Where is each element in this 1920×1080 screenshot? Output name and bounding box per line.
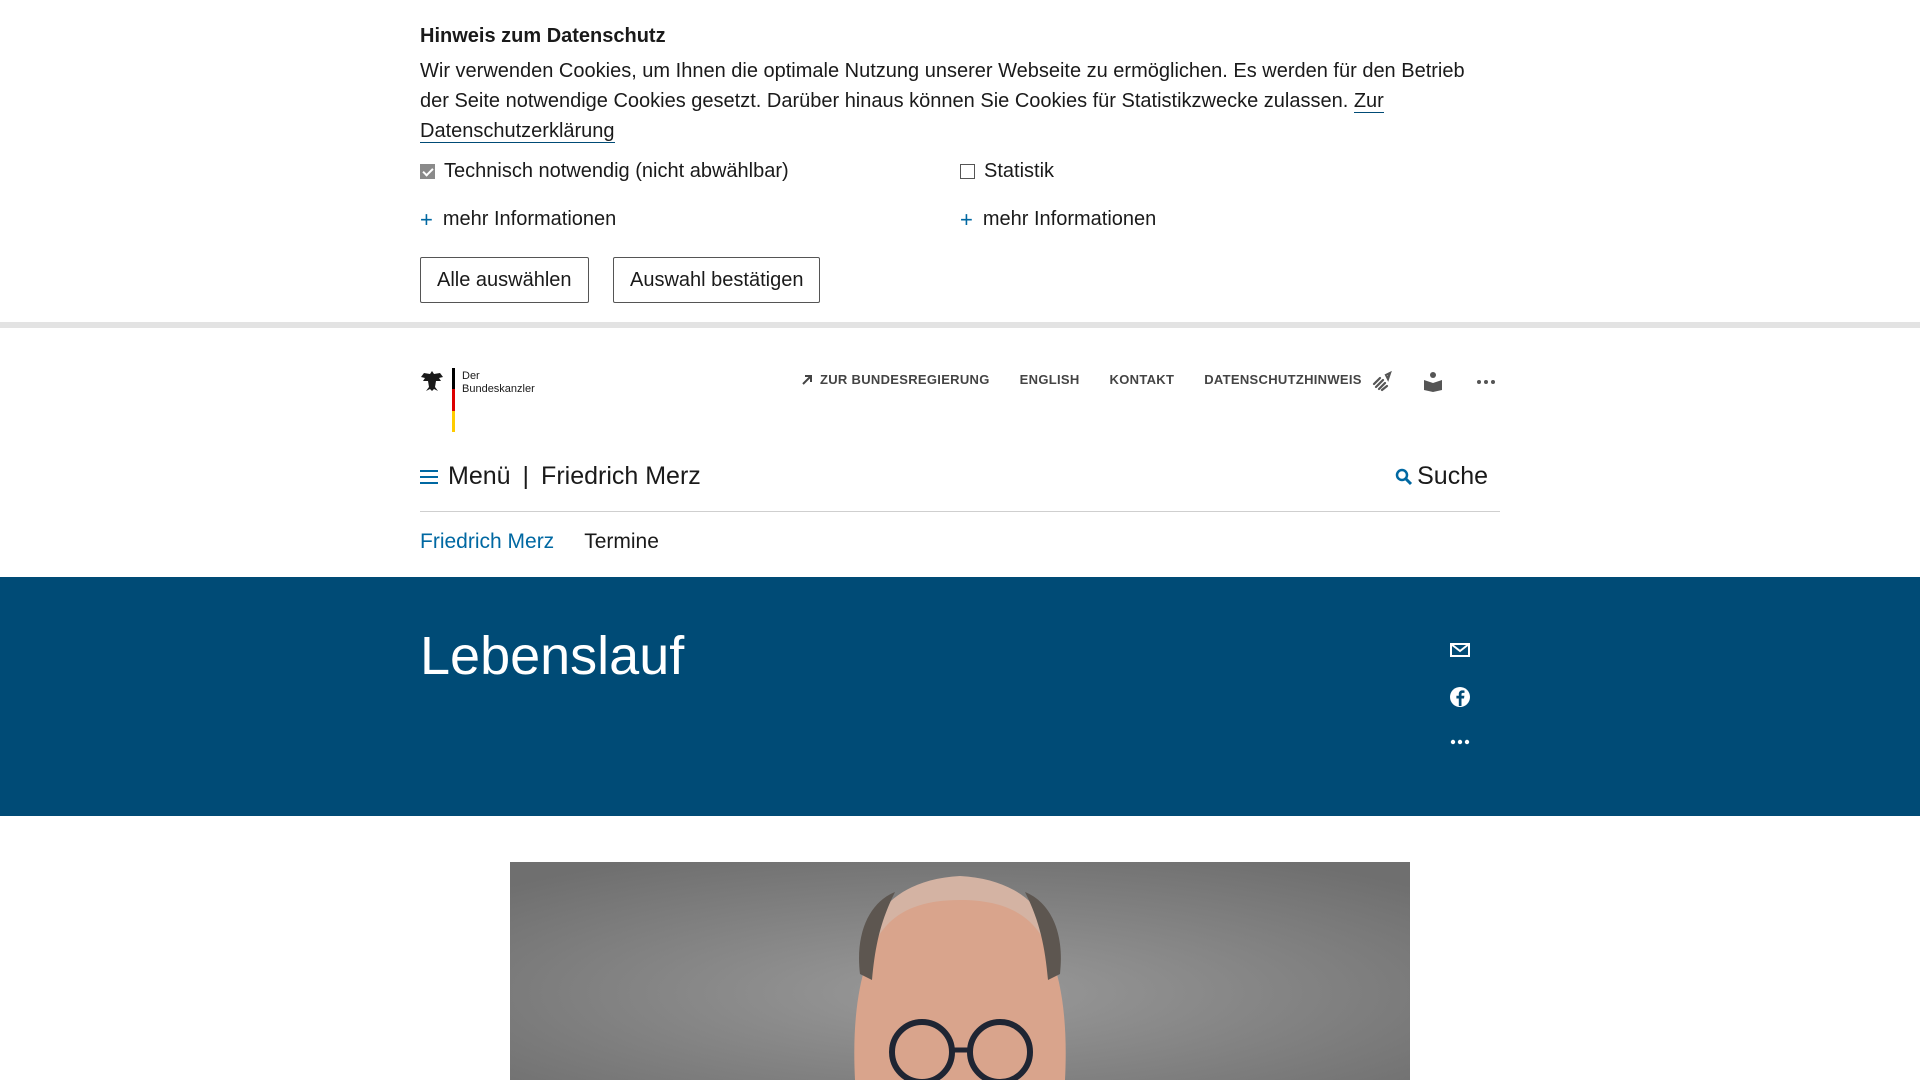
cookie-text: [420, 56, 1490, 146]
german-flag-stripe: [452, 368, 455, 432]
menu-context: Friedrich Merz: [541, 462, 701, 490]
logo-line-1: Der: [462, 370, 480, 382]
checkbox-technical[interactable]: [420, 160, 789, 183]
plus-icon: +: [420, 206, 433, 232]
page-title: Lebenslauf: [420, 626, 685, 686]
easy-language-icon[interactable]: [1421, 370, 1445, 394]
mail-icon[interactable]: [1448, 638, 1472, 662]
more-info-label: mehr Informationen: [982, 208, 1157, 230]
hamburger-icon: [420, 470, 438, 484]
menu-label: Menü: [448, 462, 511, 490]
main-nav: [420, 462, 1500, 512]
subnav-termine[interactable]: Termine: [584, 530, 659, 553]
portrait-image: [510, 862, 1410, 1080]
cookie-banner: [0, 0, 1920, 328]
page-hero: [0, 577, 1920, 816]
portrait-photo: [510, 862, 1410, 1080]
more-info-label: mehr Informationen: [442, 208, 617, 230]
nav-bundesregierung[interactable]: [800, 372, 990, 387]
logo-line-2: Bundeskanzler: [462, 383, 535, 395]
sign-language-icon[interactable]: [1370, 370, 1394, 394]
nav-datenschutz[interactable]: DATENSCHUTZHINWEIS: [1204, 372, 1362, 387]
confirm-selection-button[interactable]: Auswahl bestätigen: [613, 257, 820, 303]
menu-button[interactable]: [420, 462, 701, 491]
federal-eagle-icon: [420, 370, 444, 392]
privacy-policy-link[interactable]: Zur Datenschutzerklärung: [420, 90, 1384, 142]
facebook-icon[interactable]: [1448, 685, 1472, 709]
nav-kontakt[interactable]: KONTAKT: [1109, 372, 1175, 387]
checkbox-statistics[interactable]: [960, 160, 1054, 183]
more-icon[interactable]: [1448, 730, 1472, 754]
subnav-friedrich-merz[interactable]: Friedrich Merz: [420, 530, 555, 553]
logo-text: [462, 370, 535, 396]
cookie-title: Hinweis zum Datenschutz: [420, 25, 666, 47]
search-icon: [1395, 468, 1413, 486]
bundeskanzler-logo[interactable]: [420, 368, 540, 434]
service-nav: [800, 372, 1392, 387]
nav-bundesregierung-label: ZUR BUNDESREGIERUNG: [820, 372, 990, 387]
more-info-technical[interactable]: [420, 208, 616, 231]
more-icon[interactable]: [1474, 370, 1498, 394]
menu-separator: |: [522, 462, 530, 490]
nav-english[interactable]: ENGLISH: [1019, 372, 1080, 387]
select-all-button[interactable]: Alle auswählen: [420, 257, 589, 303]
search-label: Suche: [1417, 462, 1488, 490]
checkbox-statistics-label: Statistik: [984, 160, 1055, 182]
checkbox-unchecked-icon[interactable]: [960, 164, 975, 179]
checkbox-technical-label: Technisch notwendig (nicht abwählbar): [444, 160, 789, 182]
sub-nav: [420, 530, 659, 554]
arrow-up-right-icon: [800, 373, 814, 387]
cookie-description: Wir verwenden Cookies, um Ihnen die optimale Nutzung unserer Webseite zu ermöglichen. Es werden für den Betrieb der Seite notwendige Cookies gesetzt. Darüber hinaus können Sie Cookies für Statistikzwecke zulassen.: [420, 60, 1465, 112]
cookie-content: [420, 22, 1500, 146]
search-button[interactable]: [1395, 462, 1488, 491]
more-info-statistics[interactable]: [960, 208, 1156, 231]
plus-icon: +: [960, 206, 973, 232]
checkbox-checked-icon[interactable]: [420, 164, 435, 179]
